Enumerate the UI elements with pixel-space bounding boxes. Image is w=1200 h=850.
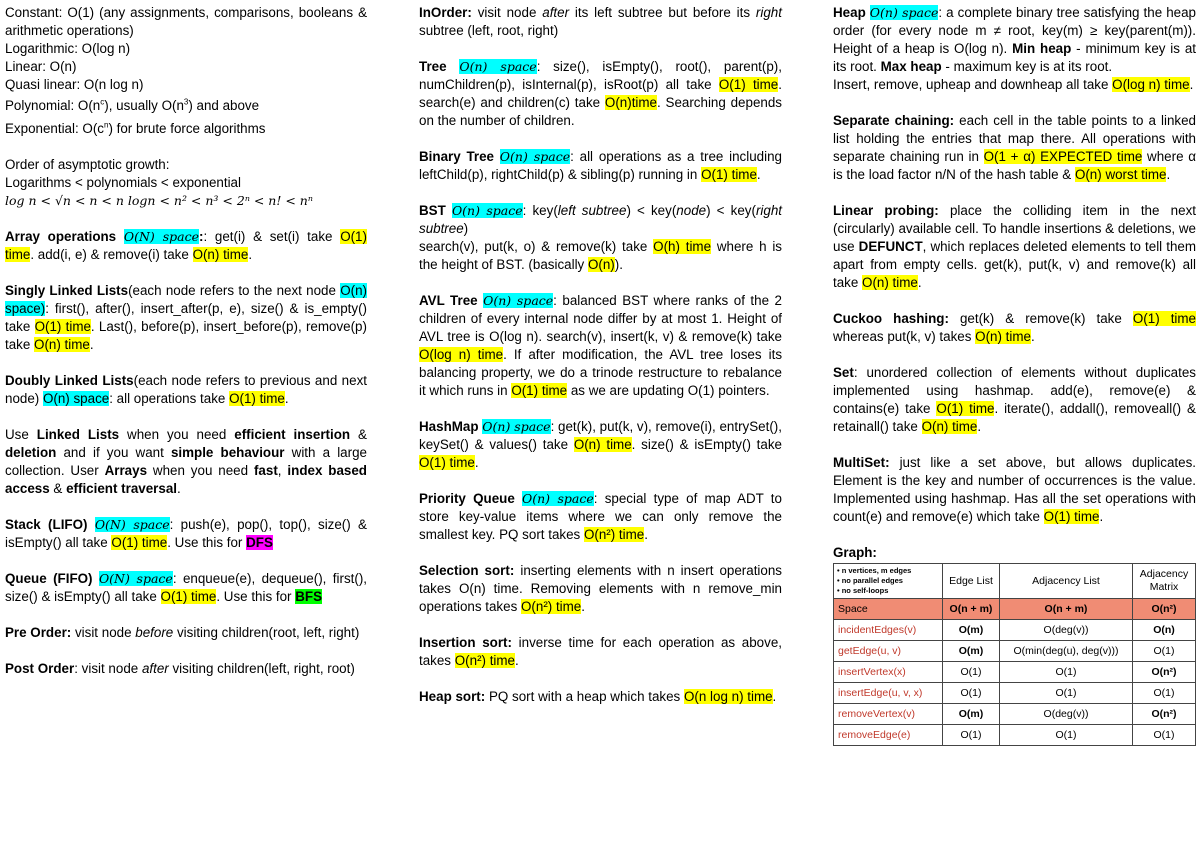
linear-probing-section: Linear probing: place the colliding item in the next (circularly) available cell. To handle insertions & deletions, we use DEFUNCT, which replaces deleted elements to tell them apart from empty cells. get(k), put(k, v) and remove(k) all take O(n) time. bbox=[833, 203, 1196, 290]
stack-section: Stack (LIFO) O(N) space: push(e), pop(), top(), size() & isEmpty() all take O(1) time. Use this for DFS bbox=[5, 517, 367, 550]
table-row: removeEdge(e) O(1) O(1) O(1) bbox=[834, 725, 1196, 746]
bst-section: BST O(n) space: key(left subtree) < key(node) < key(right subtree) search(v), put(k, o) & remove(k) take O(h) time where h is the height of BST. (basically O(n)). bbox=[419, 203, 782, 272]
singly-linked-section: Singly Linked Lists(each node refers to the next node O(n) space): first(), after(), insert_after(p, e), size() & is_empty() take O(1) time. Last(), before(p), insert_before(p), remove(p) take O(n) time. bbox=[5, 283, 367, 352]
graph-notes: • n vertices, m edges • no parallel edges • no self-loops bbox=[834, 564, 943, 599]
insertion-sort-section: Insertion sort: inverse time for each operation as above, takes O(n²) time. bbox=[419, 635, 782, 668]
table-row: incidentEdges(v) O(m) O(deg(v)) O(n) bbox=[834, 620, 1196, 641]
binary-tree-section: Binary Tree O(n) space: all operations as a tree including leftChild(p), rightChild(p) & sibling(p) running in O(1) time. bbox=[419, 149, 782, 182]
quasi-linear-line: Quasi linear: O(n log n) bbox=[5, 77, 144, 92]
cuckoo-hashing-section: Cuckoo hashing: get(k) & remove(k) take O(1) time whereas put(k, v) takes O(n) time. bbox=[833, 311, 1196, 344]
usage-section: Use Linked Lists when you need efficient insertion & deletion and if you want simple behaviour with a large collection. User Arrays when you need fast, index based access & efficient traversal. bbox=[5, 427, 367, 496]
order-heading: Order of asymptotic growth: bbox=[5, 157, 170, 172]
table-row: insertVertex(x) O(1) O(1) O(n²) bbox=[834, 662, 1196, 683]
graph-header-row bbox=[834, 564, 1196, 599]
header-adjacency-matrix: Adjacency Matrix bbox=[1133, 564, 1196, 599]
heap-section: Heap O(n) space: a complete binary tree satisfying the heap order (for every node m ≠ root, key(m) ≥ key(parent(m)). Height of a heap is O(log n). Min heap - minimum key is at its root. Max heap - maximum key is at its root. Insert, remove, upheap and downheap all take O(log n) time. bbox=[833, 5, 1196, 92]
heap-sort-section: Heap sort: PQ sort with a heap which takes O(n log n) time. bbox=[419, 689, 777, 704]
logarithmic-line: Logarithmic: O(log n) bbox=[5, 41, 131, 56]
header-adjacency-list: Adjacency List bbox=[1000, 564, 1133, 599]
linear-line: Linear: O(n) bbox=[5, 59, 77, 74]
array-section: Array operations O(N) space:: get(i) & set(i) take O(1) time. add(i, e) & remove(i) take O(n) time. bbox=[5, 229, 367, 262]
column-2 bbox=[419, 4, 782, 724]
exponential-line: Exponential: $O(c^n)$ for brute force algorithms bbox=[5, 120, 266, 136]
polynomial-line: Polynomial: $O(n^c)$, usually $O(n^3)$ and above bbox=[5, 97, 260, 113]
dfs-badge: DFS bbox=[246, 535, 273, 550]
queue-section: Queue (FIFO) O(N) space: enqueue(e), dequeue(), first(), size() & isEmpty() all take O(1) time. Use this for BFS bbox=[5, 571, 367, 604]
column-3 bbox=[833, 4, 1196, 746]
table-row: insertEdge(u, v, x) O(1) O(1) O(1) bbox=[834, 683, 1196, 704]
graph-title: Graph: bbox=[833, 545, 877, 560]
growth-line: log n < √n < n < n logn < n² < n³ < 2ⁿ < n! < nⁿ bbox=[5, 193, 313, 208]
priority-queue-section: Priority Queue O(n) space: special type of map ADT to store key-value items where we can only remove the smallest key. PQ sort takes O(n²) time. bbox=[419, 491, 782, 542]
tree-section: Tree O(n) space: size(), isEmpty(), root(), parent(p), numChildren(p), isInternal(p), isRoot(p) all take O(1) time. search(e) and children(c) take O(n)time. Searching depends on the number of children. bbox=[419, 59, 782, 128]
order-line: Logarithms < polynomials < exponential bbox=[5, 175, 241, 190]
table-row: Space O(n + m) O(n + m) O(n²) bbox=[834, 599, 1196, 620]
selection-sort-section: Selection sort: inserting elements with n insert operations takes O(n) time. Removing elements with n remove_min operations takes O(n²) time. bbox=[419, 563, 782, 614]
doubly-linked-section: Doubly Linked Lists(each node refers to previous and next node) O(n) space: all operations take O(1) time. bbox=[5, 373, 367, 406]
header-edge-list: Edge List bbox=[943, 564, 1000, 599]
column-1 bbox=[5, 4, 367, 696]
table-row: getEdge(u, v) O(m) O(min(deg(u), deg(v))) O(1) bbox=[834, 641, 1196, 662]
hashmap-section: HashMap O(n) space: get(k), put(k, v), remove(i), entrySet(), keySet() & values() take O(n) time. size() & isEmpty() take O(1) time. bbox=[419, 419, 782, 470]
preorder-section: Pre Order: visit node before visiting children(root, left, right) bbox=[5, 625, 360, 640]
constant-line: Constant: O(1) (any assignments, comparisons, booleans & arithmetic operations) bbox=[5, 5, 367, 38]
separate-chaining-section: Separate chaining: each cell in the table points to a linked list holding the entries that map there. All operations with separate chaining run in O(1 + α) EXPECTED time where α is the load factor n/N of the hash table & O(n) worst time. bbox=[833, 113, 1196, 182]
avl-section: AVL Tree O(n) space: balanced BST where ranks of the 2 children of every internal node differ by at most 1. Height of AVL tree is O(log n). search(v), insert(k, v) & remove(k) take O(log n) time. If after modification, the AVL tree loses its balancing property, we do a trinode restructure to rebalance it which runs in O(1) time as we are updating O(1) pointers. bbox=[419, 293, 783, 398]
bfs-badge: BFS bbox=[295, 589, 323, 604]
postorder-section: Post Order: visit node after visiting children(left, right, root) bbox=[5, 661, 355, 676]
graph-complexity-table bbox=[833, 563, 1196, 746]
set-section: Set: unordered collection of elements without duplicates implemented using hashmap. add(e), remove(e) & contains(e) take O(1) time. iterate(), addall(), removeall() & retainall() take O(n) time. bbox=[833, 365, 1196, 434]
table-row: removeVertex(v) O(m) O(deg(v)) O(n²) bbox=[834, 704, 1196, 725]
multiset-section: MultiSet: just like a set above, but allows duplicates. Element is the key and number of occurrences is the value. Implemented using hashmap. Has all the set operations with count(e) and remove(e) which take O(1) time. bbox=[833, 455, 1196, 524]
inorder-section: InOrder: visit node after its left subtree but before its right subtree (left, root, right) bbox=[419, 5, 782, 38]
